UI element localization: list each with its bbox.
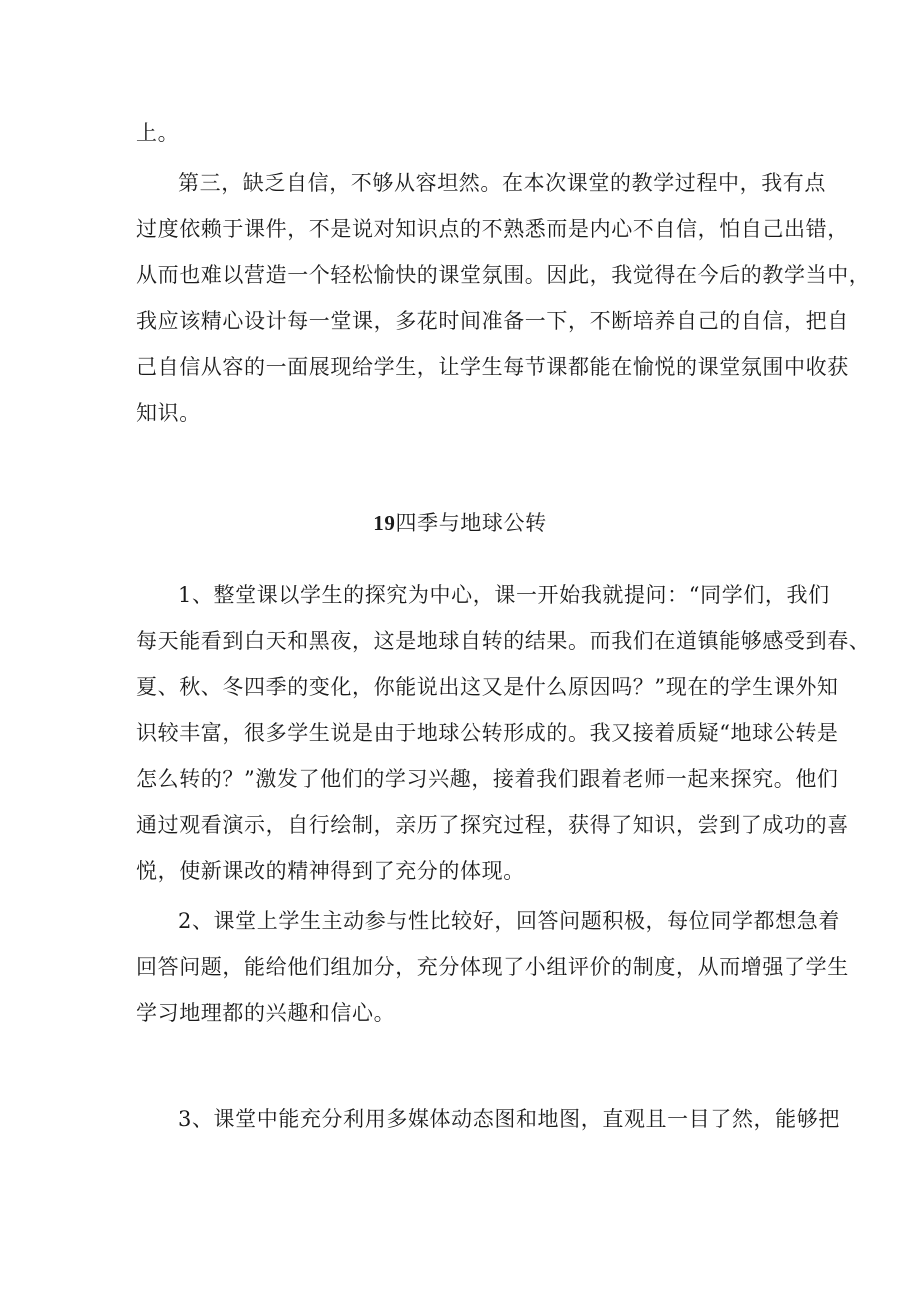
point1-line-7: 悦，使新课改的精神得到了充分的体现。: [136, 859, 525, 883]
point1-line-1: 1、整堂课以学生的探究为中心，课一开始我就提问：“同学们，我们: [178, 583, 830, 607]
point1-line-6: 通过观看演示，自行绘制，亲历了探究过程，获得了知识，尝到了成功的喜: [136, 813, 849, 837]
section-title-number: 19: [373, 511, 396, 535]
point3-line-1: 3、课堂中能充分利用多媒体动态图和地图，直观且一目了然，能够把: [178, 1107, 840, 1131]
para-third-line-1: 第三，缺乏自信，不够从容坦然。在本次课堂的教学过程中，我有点: [178, 171, 826, 195]
para-third-line-2: 过度依赖于课件，不是说对知识点的不熟悉而是内心不自信，怕自己出错，: [136, 217, 849, 241]
section-title-text: 四季与地球公转: [395, 511, 547, 535]
point1-line-2: 每天能看到白天和黑夜，这是地球自转的结果。而我们在道镇能够感受到春、: [136, 629, 871, 653]
point2-line-2: 回答问题，能给他们组加分，充分体现了小组评价的制度，从而增强了学生: [136, 955, 849, 979]
para-third-line-5: 己自信从容的一面展现给学生，让学生每节课都能在愉悦的课堂氛围中收获: [136, 355, 849, 379]
para-third-line-4: 我应该精心设计每一堂课，多花时间准备一下，不断培养自己的自信，把自: [136, 309, 849, 333]
section-title: [0, 508, 920, 538]
point1-line-4: 识较丰富，很多学生说是由于地球公转形成的。我又接着质疑“地球公转是: [136, 721, 839, 745]
point1-line-3: 夏、秋、冬四季的变化，你能说出这又是什么原因吗？”现在的学生课外知: [136, 675, 839, 699]
point2-line-1: 2、课堂上学生主动参与性比较好，回答问题积极，每位同学都想急着: [178, 909, 840, 933]
para-third-line-6: 知识。: [136, 401, 201, 425]
intro-tail-line: 上。: [136, 121, 180, 145]
point1-line-5: 怎么转的？”激发了他们的学习兴趣，接着我们跟着老师一起来探究。他们: [136, 767, 839, 791]
para-third-line-3: 从而也难以营造一个轻松愉快的课堂氛围。因此，我觉得在今后的教学当中，: [136, 263, 871, 287]
point2-line-3: 学习地理都的兴趣和信心。: [136, 1001, 396, 1025]
